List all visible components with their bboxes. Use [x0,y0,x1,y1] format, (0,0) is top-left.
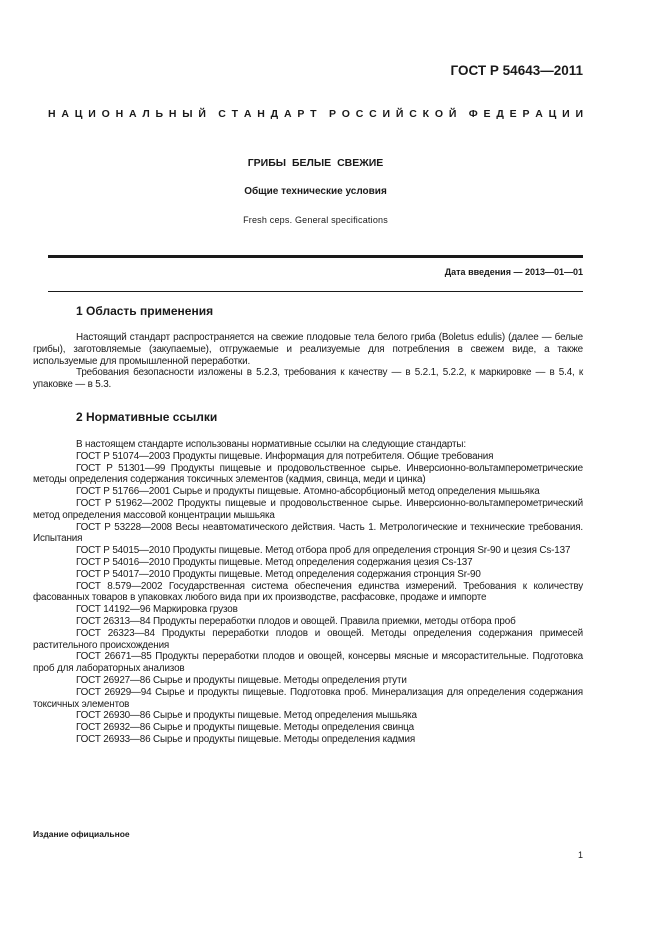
top-rule [48,255,583,258]
reference-entry: ГОСТ 26671—85 Продукты переработки плодов и овощей, консервы мясные и мясорастительные. Подготовка проб для лабораторных анализов [33,651,583,675]
national-title-word: Р О С С И Й С К О Й [328,108,457,120]
section-heading-scope: 1 Область применения [76,304,214,318]
paragraph: В настоящем стандарте использованы нормативные ссылки на следующие стандарты: [76,439,466,450]
paragraph: Настоящий стандарт распространяется на свежие плодовые тела белого гриба (Boletus edulis) (далее — белые грибы), заготовляемые (закупаемые), отгружаемые и реализуемые для потребления в свежем виде, а также используемые для промышленной переработки. [33,332,583,367]
page-number: 1 [577,850,583,860]
reference-entry: ГОСТ Р 54015—2010 Продукты пищевые. Метод отбора проб для определения стронция Sr-90 и цезия Cs-137 [76,545,571,557]
reference-entry: ГОСТ 26927—86 Сырье и продукты пищевые. Методы определения ртути [76,674,407,686]
reference-entry: ГОСТ 26932—86 Сырье и продукты пищевые. Методы определения свинца [76,722,414,734]
reference-entry: ГОСТ 26313—84 Продукты переработки плодов и овощей. Правила приемки, методы отбора проб [76,615,516,627]
gost-number: ГОСТ Р 54643—2011 [450,63,583,78]
section-body-scope [33,332,583,391]
national-standard-title [48,108,583,120]
reference-entry: ГОСТ Р 51766—2001 Сырье и продукты пищевые. Атомно-абсорбционый метод определения мышьяка [76,486,540,498]
reference-entry: ГОСТ Р 53228—2008 Весы неавтоматического действия. Часть 1. Метрологические и технические требования. Испытания [33,521,583,545]
national-title-word: С Т А Н Д А Р Т [218,108,317,120]
standard-title: ГРИБЫ БЕЛЫЕ СВЕЖИЕ [247,157,384,169]
standard-subtitle: Общие технические условия [244,186,387,197]
reference-entry: ГОСТ 26933—86 Сырье и продукты пищевые. Методы определения кадмия [76,733,416,745]
reference-entry: ГОСТ Р 51301—99 Продукты пищевые и продовольственное сырье. Инверсионно-вольтамперометрические методы определения содержания токсичных элементов (кадмия, свинца, меди и цинка) [33,462,583,486]
national-title-word: Ф Е Д Е Р А Ц И И [468,108,583,120]
bottom-rule [48,291,583,292]
edition-label: Издание официальное [33,829,130,839]
section-body-normative-references [33,439,583,746]
paragraph: Требования безопасности изложены в 5.2.3, требования к качеству — в 5.2.1, 5.2.2, к маркировке — в 5.4, к упаковке — в 5.3. [33,367,583,391]
section-heading-normative-references: 2 Нормативные ссылки [76,410,218,424]
reference-entry: ГОСТ 26929—94 Сырье и продукты пищевые. Подготовка проб. Минерализация для определения содержания токсичных элементов [33,686,583,710]
standard-english-title: Fresh ceps. General specifications [243,215,388,225]
intro-date: Дата введения — 2013—01—01 [444,267,583,277]
national-title-word: Н А Ц И О Н А Л Ь Н Ы Й [48,108,206,120]
reference-entry: ГОСТ Р 51074—2003 Продукты пищевые. Информация для потребителя. Общие требования [76,450,494,462]
reference-entry: ГОСТ 8.579—2002 Государственная система обеспечения единства измерений. Требования к количеству фасованных товаров в упаковках любого вида при их производстве, расфасовке, продаже и импорте [33,580,583,604]
reference-entry: ГОСТ 14192—96 Маркировка грузов [76,604,238,616]
reference-entry: ГОСТ 26323—84 Продукты переработки плодов и овощей. Методы определения содержания примесей растительного происхождения [33,627,583,651]
reference-entry: ГОСТ Р 51962—2002 Продукты пищевые и продовольственное сырье. Инверсионно-вольтамперометрический метод определения массовой концентрации мышьяка [33,497,583,521]
reference-entry: ГОСТ 26930—86 Сырье и продукты пищевые. Метод определения мышьяка [76,710,417,722]
reference-entry: ГОСТ Р 54017—2010 Продукты пищевые. Метод определения содержания стронция Sr-90 [76,568,481,580]
reference-entry: ГОСТ Р 54016—2010 Продукты пищевые. Метод определения содержания цезия Cs-137 [76,556,473,568]
